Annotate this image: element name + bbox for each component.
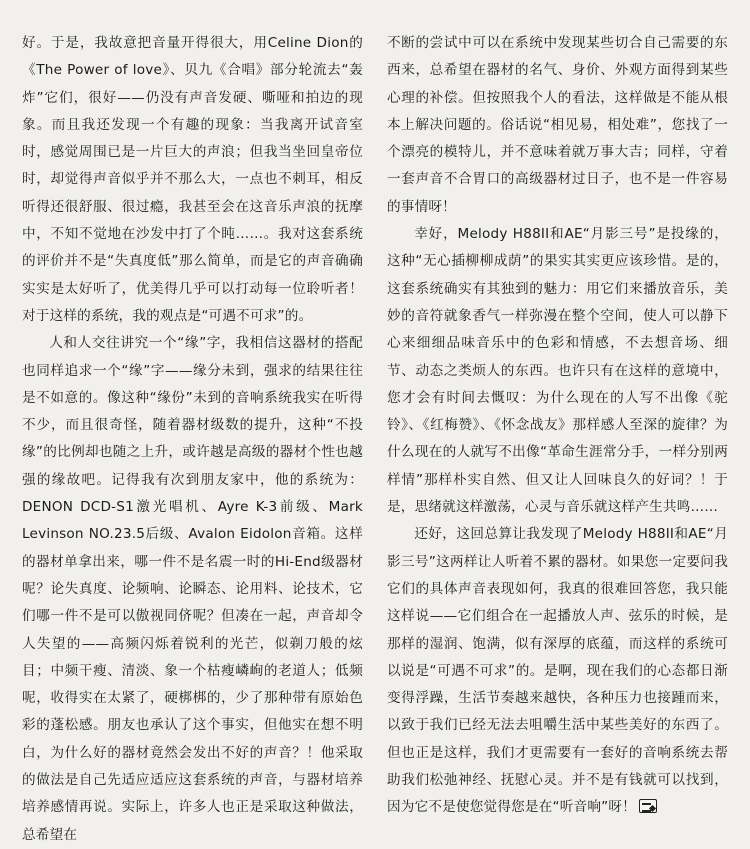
paragraph-2: 人和人交往讲究一个“缘”字，我相信这器材的搭配也同样追求一个“缘”字——缘分未到，强求的结果往往是不如意的。像这种“缘份”未到的音响系统我实在听得不少，而且很奇怪，随着器材级数的提升，这种“不投缘”的比例却也随之上升，或许越是高级的器材个性也越强的缘故吧。记得我有次到朋友家中，他的系统为：DENON DCD-S1激光唱机、Ayre K-3前级、Mark Levinson NO.23.5后级、Avalon Eidolon音箱。这样的器材单拿出来，哪一件不是名震一时的Hi-End级器材呢？论失真度、论频响、论瞬态、论用料、论技术，它们哪一件不是可以傲视同侪呢？但凑在一起，声音却令人失望的——高频闪烁着锐利的光芒，似剃刀般的炫目；中频干瘦、清淡、象一个枯瘦嶙峋的老道人；低频呢，收得实在太紧了，硬梆梆的，少了那种带有原始色彩的蓬松感。朋友也承认了这个事实，但他实在想不明白，为什么好的器材竟然会发出不好的声音？！他采取的做法是自己先适应适应这套系统的声音，与器材培养培养感情再说。实际上，许多人也正是采取这种做法，总希望在: [22, 335, 363, 843]
left-column: [22, 30, 363, 843]
paragraph-3: 不断的尝试中可以在系统中发现某些切合自己需要的东西来，总希望在器材的名气、身价、外观方面得到某些心理的补偿。但按照我个人的看法，这样做是不能从根本上解决问题的。俗话说“相见易，相处难”，您找了一个漂亮的模特儿，并不意味着就万事大吉；同样，守着一套声音不合胃口的高级器材过日子，也不是一件容易的事情呀！: [387, 35, 728, 215]
paragraph-4: 幸好，Melody H88II和AE“月影三号”是投缘的，这种“无心插柳柳成荫”的果实其实更应该珍惜。是的，这套系统确实有其独到的魅力：用它们来播放音乐，美妙的音符就象香气一样弥漫在整个空间，使人可以静下心来细细品味音乐中的色彩和情感，不去想音场、细节、动态之类烦人的东西。也许只有在这样的意境中，您才会有时间去慨叹：为什么现在的人写不出像《驼铃》、《红梅赞》、《怀念战友》那样感人至深的旋律？为什么现在的人就写不出像“革命生涯常分手，一样分别两样情”那样朴实自然、但又让人回味良久的好词？！于是，思绪就这样激荡，心灵与音乐就这样产生共鸣……: [387, 226, 728, 516]
paragraph-5-text: 还好，这回总算让我发现了Melody H88II和AE“月影三号”这两样让人听着不累的器材。如果您一定要问我它们的具体声音表现如何，我真的很难回答您，我只能这样说——它们组合在一起播放人声、弦乐的时候，是那样的湿润、饱满，似有深厚的底蕴，而这样的系统可以说是“可遇不可求”的。是啊，现在我们的心态都日渐变得浮躁，生活节奏越来越快，各种压力也接踵而来，以致于我们已经无法去咀嚼生活中某些美好的东西了。但也正是这样，我们才更需要有一套好的音响系统去帮助我们松弛神经、抚慰心灵。并不是有钱就可以找到，因为它不是使您觉得您是在“听音响”呀！: [387, 526, 728, 816]
paragraph-5: [387, 521, 728, 821]
end-of-article-icon: [639, 799, 657, 813]
paragraph-1: 好。于是，我故意把音量开得很大，用Celine Dion的《The Power of love》、贝九《合唱》部分轮流去“轰炸”它们，很好——仍没有声音发硬、嘶哑和拍边的现象。而且我还发现一个有趣的现象：当我离开试音室时，感觉周围已是一片巨大的声浪；但我当坐回皇帝位时，却觉得声音似乎并不那么大，一点也不刺耳，相反听得还很舒服、很过瘾，我甚至会在这音乐声浪的抚摩中，不知不觉地在沙发中打了个盹……。我对这套系统的评价并不是“失真度低”那么简单，而是它的声音确确实实是太好听了，优美得几乎可以打动每一位聆听者！对于这样的系统，我的观点是“可遇不可求”的。: [22, 35, 363, 324]
right-column: [387, 30, 728, 816]
